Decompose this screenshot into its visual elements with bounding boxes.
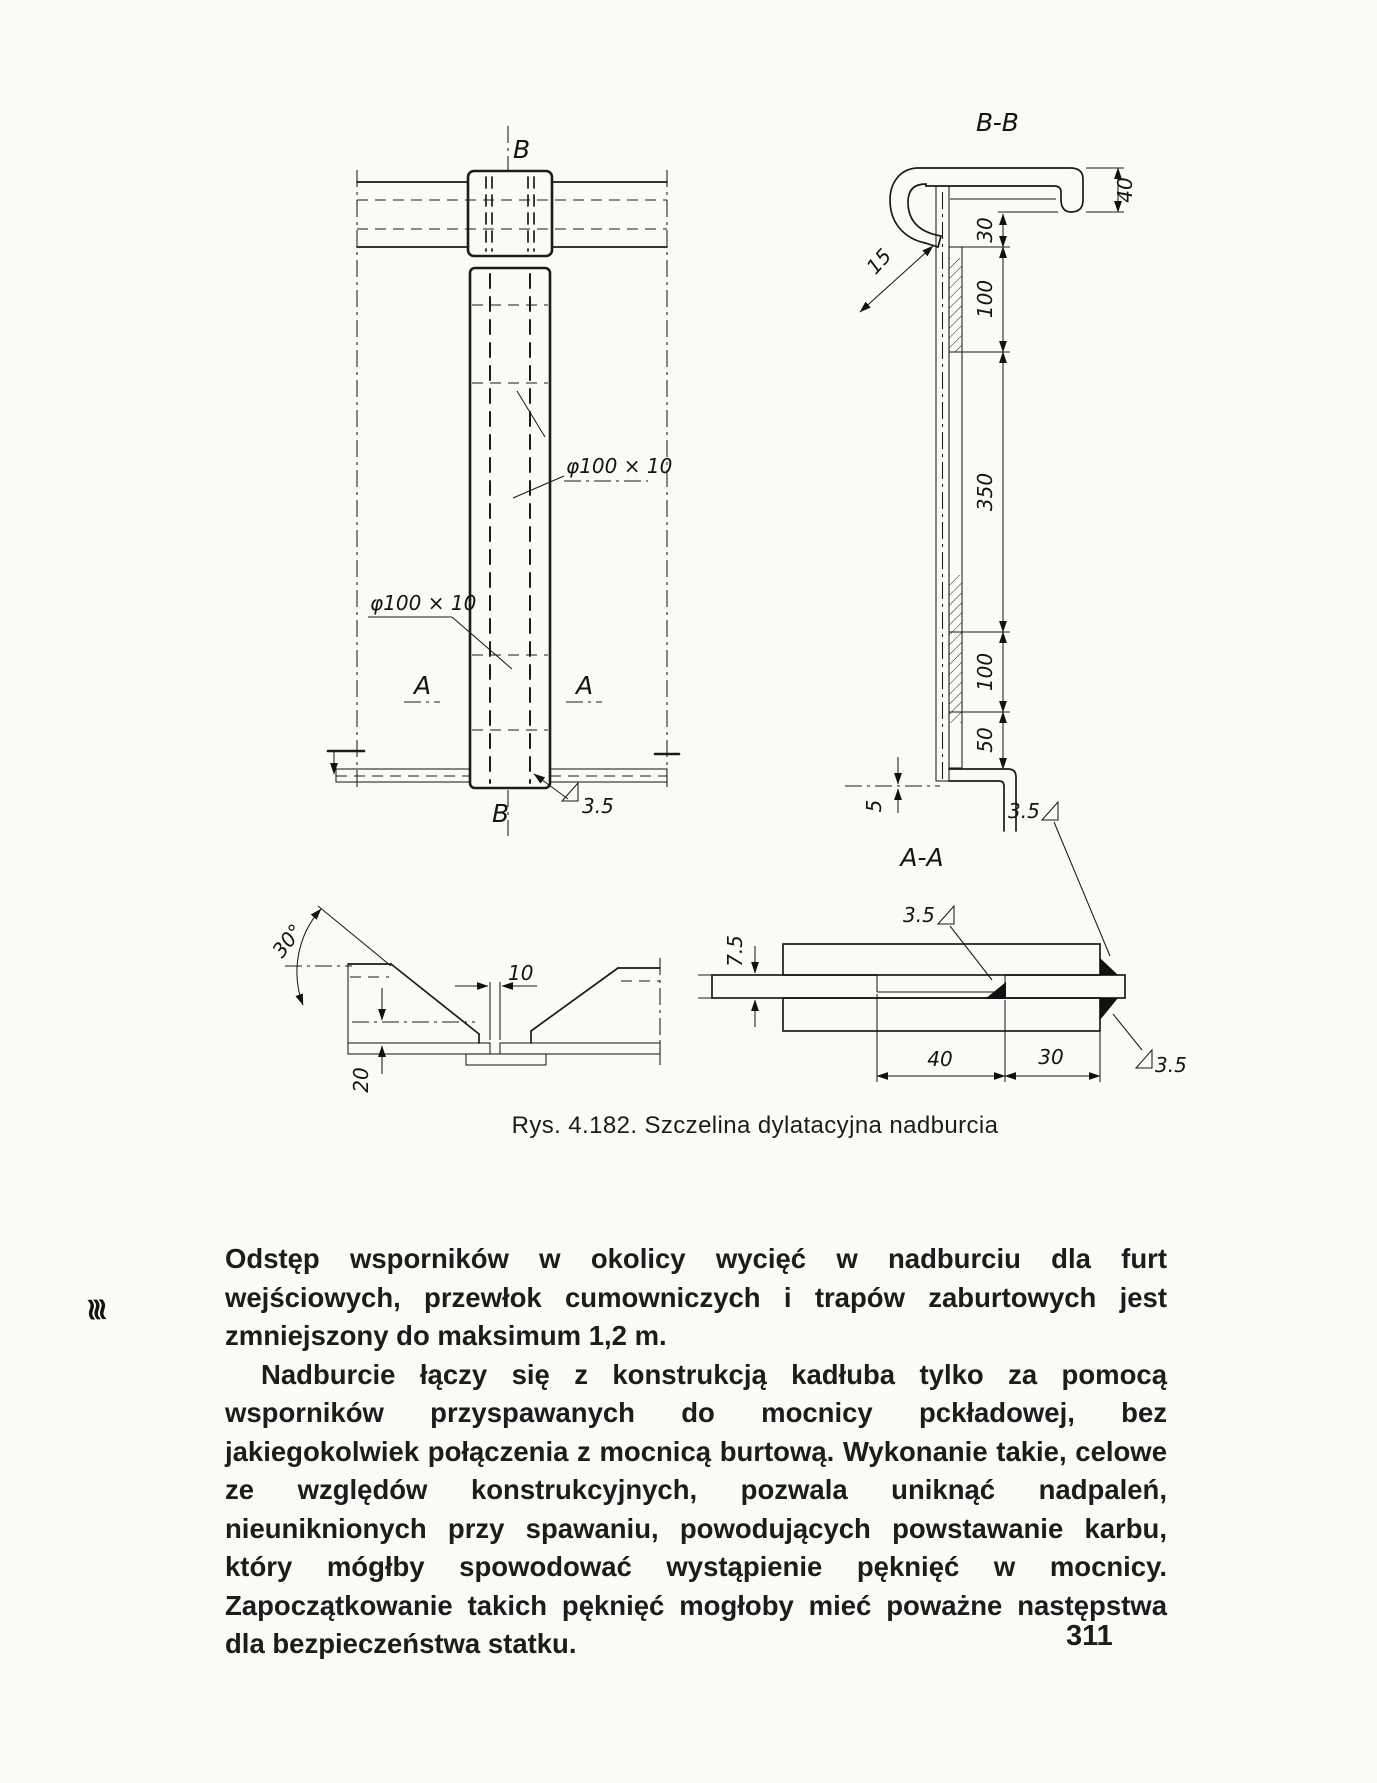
dim-7-5: 7.5 xyxy=(723,935,747,967)
weld-upper-right-label: 3.5 xyxy=(1008,799,1040,823)
dim-100-lower: 100 xyxy=(973,652,997,692)
weld-lower-right-label: 3.5 xyxy=(1155,1053,1187,1077)
dim-100-upper: 100 xyxy=(973,279,997,319)
dim-20: 20 xyxy=(349,1067,373,1093)
section-mark-b-top: B xyxy=(513,135,531,164)
detail-bracket-gap xyxy=(267,906,660,1093)
dim-40: 40 xyxy=(1113,177,1137,203)
section-mark-a-left: A xyxy=(414,671,432,700)
weld-size-label: 3.5 xyxy=(582,794,614,818)
dim-5: 5 xyxy=(862,799,886,813)
figure-caption: Rys. 4.182. Szczelina dylatacyjna nadburcia xyxy=(511,1112,999,1139)
section-a-a xyxy=(698,799,1187,1082)
paragraph: Nadburcie łączy się z konstrukcją kadłuba tylko za pomocą wsporników przyspawanych do mocnicy pckładowej, bez jakiegokolwiek połączenia z mocnicą burtową. Wykonanie takie, celowe ze względów konstrukcyjnych, pozwala uniknąć nadpaleń, nieuniknionych przy spawaniu, powodujących powstawanie karbu, który mógłby spowodować wystąpienie pęknięć w mocnicy. Zapoczątkowanie takich pęknięć mogłoby mieć poważne następstwa dla bezpieczeństwa statku. xyxy=(225,1358,1167,1659)
margin-mark: ≋ xyxy=(79,1296,114,1323)
slot-size-label-lower: φ100 × 10 xyxy=(370,591,477,615)
section-mark-b-bottom: B xyxy=(492,799,510,828)
section-bb-title: B-B xyxy=(976,108,1019,137)
dim-aa-40: 40 xyxy=(927,1047,953,1071)
dim-50: 50 xyxy=(973,727,997,753)
slot-size-label-upper: φ100 × 10 xyxy=(566,454,673,478)
paragraph: Odstęp wsporników w okolicy wycięć w nadburciu dla furt wejściowych, przewłok cumowniczych i trapów zaburtowych jest zmniejszony do maksimum 1,2 m. xyxy=(225,1243,1167,1351)
body-text xyxy=(225,1240,1167,1664)
angle-30deg: 30° xyxy=(267,919,308,963)
page-number: 311 xyxy=(1066,1620,1113,1652)
section-mark-a-right: A xyxy=(576,671,594,700)
dim-350: 350 xyxy=(973,472,997,512)
dim-10: 10 xyxy=(508,961,534,985)
weld-top-label: 3.5 xyxy=(903,903,935,927)
dim-15: 15 xyxy=(861,243,897,279)
dim-aa-30: 30 xyxy=(1038,1045,1064,1069)
dim-30: 30 xyxy=(973,217,997,243)
section-b-b xyxy=(845,108,1137,831)
section-aa-title: A-A xyxy=(900,843,944,872)
plan-view xyxy=(328,126,679,836)
